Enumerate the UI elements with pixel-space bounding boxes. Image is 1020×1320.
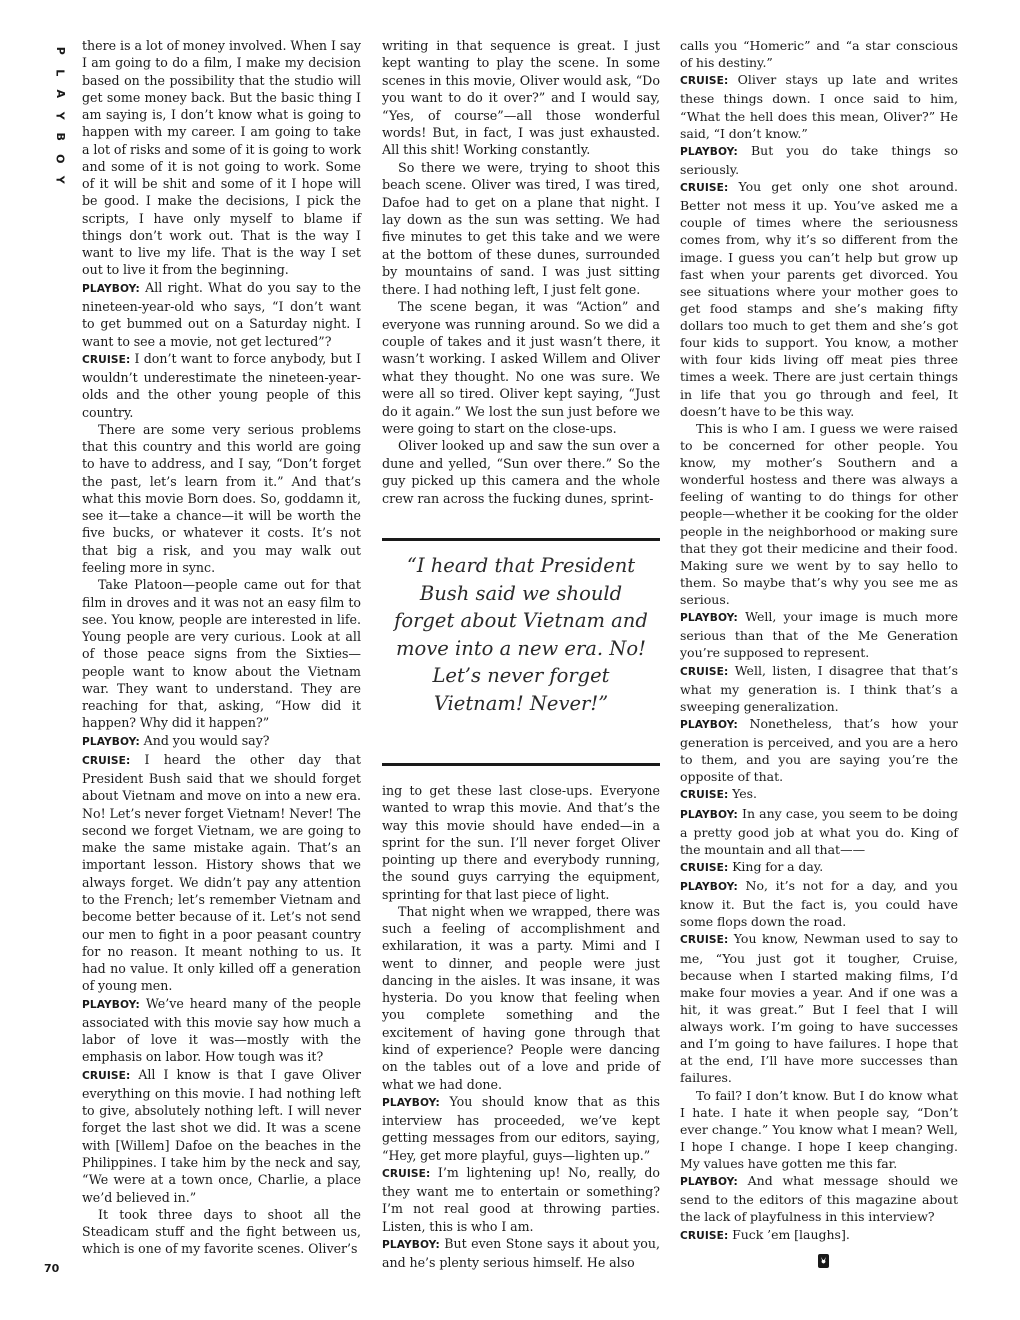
speaker-label-playboy: PLAYBOY: [82,735,140,748]
paragraph-text: I’m lightening up! No, really, do they want me to entertain or something? I’m not real good at throwing parties. Listen, this is who I am. [382,1164,661,1234]
paragraph-text: No, it’s not for a day, and you know it. But the fact is, you could have some flops down the road. [680,878,958,930]
paragraph [680,785,958,804]
paragraph [680,71,958,142]
speaker-label-playboy: PLAYBOY: [680,1176,738,1189]
speaker-label-cruise: CRUISE: [82,1069,131,1082]
text-column-3 [680,37,958,1245]
speaker-label-cruise: CRUISE: [680,1229,729,1242]
paragraph-text: In any case, you seem to be doing a pretty good job at what you do. King of the mountain and all that—— [680,805,958,857]
text-column-1 [82,37,361,1258]
speaker-label-playboy: PLAYBOY: [82,998,140,1011]
text-column-2-continued [382,782,660,1271]
paragraph-text: there is a lot of money involved. When I say I am going to do a film, I make my decision based on the possibility that the studio will get some money back. But the basic thing I am saying is, I don’t know what is going to happen with my career. I am going to take a lot of risks and some of it is going to work and some of it is not going to work. Some of it will be shit and some of it I hope will be good. I make the decisions, I pick the scripts, I have only myself to blame if things don’t work out. That is the way I want to live my life. That is the way I set out to live it from the beginning. [82,38,361,278]
pull-quote [382,538,660,766]
paragraph [680,805,958,858]
running-head-letter: B [53,132,67,141]
paragraph-text: So there we were, trying to shoot this beach scene. Oliver was tired, I was tired, Dafoe had to get on a plane that night. I lay down as the sun was setting. We had five minutes to get this take and we were at the bottom of these dunes, surrounded by mountains of sand. I was just sitting there. I had nothing left, I just felt gone. [382,159,660,297]
paragraph [680,608,958,661]
paragraph [680,715,958,786]
speaker-label-playboy: PLAYBOY: [382,1096,440,1109]
speaker-label-cruise: CRUISE: [680,934,729,947]
paragraph-text: The scene began, it was “Action” and everyone was running around. So we did a couple of takes and it just wasn’t there, it wasn’t working. I asked Willem and Oliver what they thought. No one was sure. We were all so tired. Oliver kept saying, “Just do it again.” We lost the sun just before we were going to start on the close-ups. [382,299,660,436]
running-head-letter: Y [53,111,67,120]
pull-quote-text: “I heard that President Bush said we should forget about Vietnam and move into a new era. No! Let’s never forget Vietnam! Never!” [394,554,648,715]
paragraph [680,178,958,420]
speaker-label-playboy: PLAYBOY: [680,145,738,158]
paragraph-text: This is who I am. I guess we were raised to be concerned for other people. You know, my mother’s Southern and a wonderful hostess and there was always a feeling of wanting to do things for other people—whether it be cooking for the older people in the neighborhood or making sure that they got their medicine and their food. Making sure we went by to say hello to them. So maybe that’s why you see me as serious. [680,420,958,607]
speaker-label-cruise: CRUISE: [680,665,729,678]
paragraph [82,421,361,576]
paragraph-text: It took three days to shoot all the Steadicam stuff and the fight between us, which is one of my favorite scenes. Oliver’s [82,1206,361,1257]
paragraph-text: We’ve heard many of the people associated with this movie say how much a labor of love it was—mostly with the emphasis on labor. How tough was it? [82,995,361,1065]
speaker-label-playboy: PLAYBOY: [382,1238,440,1251]
paragraph [680,37,958,71]
paragraph [82,995,361,1066]
speaker-label-playboy: PLAYBOY: [680,808,738,821]
paragraph [680,930,958,1086]
paragraph-text: Well, listen, I disagree that that’s what my generation is. I think that’s a sweeping generalization. [680,662,958,714]
rabbit-head-icon [818,1254,829,1268]
paragraph [82,350,361,421]
page-number: 70 [44,1262,60,1275]
running-head-letter: A [53,89,67,99]
speaker-label-cruise: CRUISE: [382,1167,431,1180]
paragraph [382,1093,660,1164]
speaker-label-playboy: PLAYBOY: [680,881,738,893]
speaker-label-cruise: CRUISE: [82,353,131,366]
paragraph-text: calls you “Homeric” and “a star conscious of his destiny.” [680,38,958,71]
paragraph-text: Oliver stays up late and writes these things down. I once said to him, “What the hell does this mean, Oliver?” He said, “I don’t know.” [680,72,958,141]
paragraph [382,903,660,1093]
paragraph [382,159,660,298]
paragraph [680,662,958,715]
speaker-label-cruise: CRUISE: [680,182,729,194]
running-head-letter: P [53,46,67,55]
speaker-label-cruise: CRUISE: [680,75,729,88]
paragraph [82,751,361,995]
paragraph [382,1235,660,1272]
paragraph [680,858,958,877]
speaker-label-playboy: PLAYBOY: [680,612,738,625]
paragraph-text: I don’t want to force anybody, but I wouldn’t underestimate the nineteen-year-olds and the other young people of this country. [82,350,361,420]
paragraph-text: There are some very serious problems that this country and this world are going to have to address, and I say, “Don’t forget the past, let’s learn from it.” And that’s what this movie Born does. So, goddamn it, see it—take a chance—it will be worth the five bucks, or whatever it costs. It’s not that big a risk, and you may walk out feeling more in sync. [82,421,361,575]
paragraph [82,1066,361,1206]
text-column-2 [382,37,660,507]
paragraph [382,1164,660,1235]
paragraph-text: You should know that as this interview has proceeded, we’ve kept getting messages from our editors, saying, “Hey, get more playful, guys—lighten up.” [382,1093,661,1163]
paragraph [680,1226,958,1245]
paragraph [680,1172,958,1225]
paragraph-text: And you would say? [143,732,270,748]
paragraph [382,437,660,507]
paragraph-text: Nonetheless, that’s how your generation is perceived, and you are a hero to them, and you are saying you’re the opposite of that. [680,715,958,785]
paragraph-text: Fuck ’em [laughs]. [732,1226,850,1242]
paragraph-text: Well, your image is much more serious than that of the Me Generation you’re supposed to represent. [680,609,958,661]
paragraph-text: Oliver looked up and saw the sun over a dune and yelled, “Sun over there.” So the guy picked up this camera and the whole crew ran across the fucking dunes, sprint- [382,438,660,506]
paragraph-text: All right. What do you say to the nineteen-year-old who says, “I don’t want to get bummed out on a Saturday night. I want to see a movie, not get lectured”? [82,279,361,349]
paragraph-text: All I know is that I gave Oliver everything on this movie. I had nothing left to give, absolutely nothing left. I will never forget the last shot we did. It was a scene with [Willem] Dafoe on the beaches in the Philippines. I take him by the neck and say, “We were at a town once, Charlie, a place we’d believed in.” [82,1066,361,1205]
speaker-label-playboy: PLAYBOY: [680,718,738,731]
paragraph [82,576,361,731]
speaker-label-cruise: CRUISE: [680,789,729,802]
paragraph-text: And what message should we send to the editors of this magazine about the lack of playfulness in this interview? [680,1173,959,1225]
paragraph [82,37,361,279]
paragraph-text: To fail? I don’t know. But I do know what I hate. I hate it when people say, “Don’t ever change.” You know what I mean? Well, I hope I change. I hope I keep changing. My values have gotten me this far. [680,1087,958,1171]
paragraph-text: But even Stone says it about you, and he’s plenty serious himself. He also [382,1235,661,1271]
pull-quote-top-rule [382,538,660,541]
paragraph [382,782,660,903]
speaker-label-playboy: PLAYBOY: [82,282,140,295]
paragraph [680,1087,958,1173]
paragraph [680,142,958,178]
speaker-label-cruise: CRUISE: [82,754,131,767]
paragraph-text: That night when we wrapped, there was such a feeling of accomplishment and exhilaration, it was a party. Mimi and I went to dinner, and people were just dancing in the aisles. It was insane, it was hysteria. Do you know that feeling when you complete something and the excitement of having gone through that kind of experience? People were dancing on the tables out of a love and pride of what we had done. [382,903,660,1092]
paragraph-text: You get only one shot around. Better not mess it up. You’ve asked me a couple of times where the seriousness comes from, why it’s so different from the image. I guess you can’t help but grow up fast when your parents get divorced. You see situations where your mother goes to get food stamps and she’s making fifty dollars too much to get them and she’s got four kids to support. You know, a mother with four kids living off meat pies three times a week. There are just certain things in life that you go through and feel, It doesn’t have to be this way. [680,179,958,419]
paragraph-text: But you do take things so seriously. [680,142,959,177]
paragraph-text: King for a day. [732,858,824,874]
paragraph [680,420,958,608]
paragraph [382,37,660,159]
paragraph-text: ing to get these last close-ups. Everyone wanted to wrap this movie. And that’s the way this movie should have ended—in a sprint for the sun. I’ll never forget Oliver pointing up there and everybody running, the sound guys carrying the equipment, sprinting for that last piece of light. [382,783,660,902]
running-head [48,40,72,191]
paragraph-text: I heard the other day that President Bush said that we should forget about Vietnam and move on into a new era. No! Let’s never forget Vietnam! Never! The second we forget Vietnam, we are going to make the same mistake again. That’s an important lesson. History shows that we always forget. We didn’t pay any attention to the French; let’s remember Vietnam and become better because of it. Let’s not send our men to fight in a poor peasant country for no reason. It meant nothing to us. It had no value. It only killed off a generation of young men. [82,751,361,994]
paragraph-text: Take Platoon—people came out for that film in droves and it was not an easy film to see. You know, people are interested in life. Young people are very curious. Look at all of those peace signs from the Sixties—people want to know about the Vietnam war. They want to understand. They are reaching for that, asking, “How did it happen? Why did it happen?” [82,577,361,731]
paragraph-text: writing in that sequence is great. I just kept wanting to play the scene. In some scenes in this movie, Oliver would ask, “Do you want to do it over?” and I would say, “Yes, of course”—all those wonderful words! But, in fact, I was just exhausted. All this shit! Working constantly. [382,38,660,158]
pull-quote-bottom-rule [382,763,660,766]
running-head-letter: L [53,68,67,76]
running-head-letter: Y [53,175,67,184]
running-head-letter: O [53,153,67,163]
paragraph [82,732,361,751]
paragraph [382,298,660,437]
paragraph [82,1206,361,1258]
paragraph-text: Yes. [732,786,758,802]
speaker-label-cruise: CRUISE: [680,861,729,874]
paragraph-text: You know, Newman used to say to me, “You just got it tougher, Cruise, because when I started making films, I’d make four movies a year. And if one was a hit, it was great.” But I feel that I will always work. I’m going to have successes and I’m going to have failures. I hope that at the end, I’ll have more successes than failures. [680,931,958,1086]
paragraph [680,877,958,930]
paragraph [82,279,361,350]
